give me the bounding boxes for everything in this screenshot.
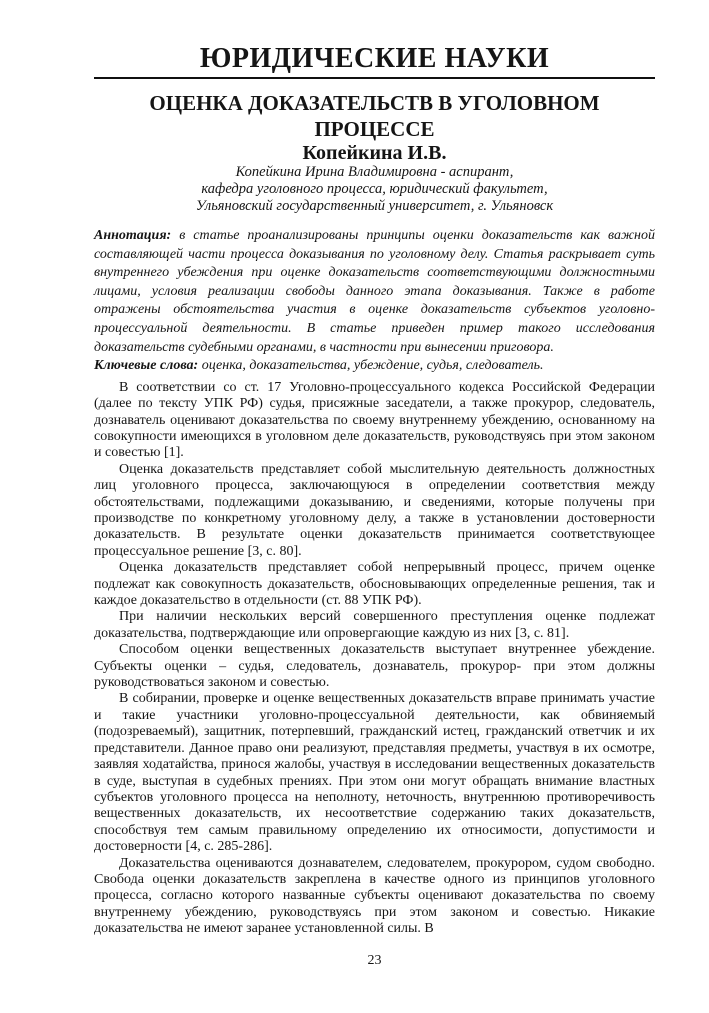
body-paragraph: Оценка доказательств представляет собой мыслительную деятельность должностных лиц уголовного процесса, заключающуюся в определении соответствия между обстоятельствами, подлежащими доказыванию, и сведениями, которые получены при производстве по конкретному уголовному делу, а также в установлении достоверности доказательств. В результате оценки доказательств принимается соответствующее процессуальное решение [3, с. 80]. [94,461,655,559]
header-divider [94,77,655,79]
body-paragraph: Способом оценки вещественных доказательств выступает внутреннее убеждение. Субъекты оценки – судья, следователь, дознаватель, прокурор- при этом должны руководствоваться законом и совестью. [94,642,655,691]
text-column [94,0,655,938]
keywords-label: Ключевые слова: [94,358,199,374]
author-name: Копейкина И.В. [302,142,447,164]
body-paragraph: В собирании, проверке и оценке вещественных доказательств вправе принимать участие и такие участники уголовно-процессуальной деятельности, как обвиняемый (подозреваемый), защитник, потерпевший, гражданский истец, гражданский ответчик и их представители. Данное право они реализуют, представляя предметы, участвуя в их осмотре, заявляя ходатайства, принося жалобы, участвуя в исследовании вещественных доказательств в суде, выступая в судебных прениях. При этом они могут обращать внимание властных субъектов уголовного процесса на неполноту, неточность, внутреннюю противоречивость вещественных доказательств, их несоответствие содержанию таких доказательств, способствуя тем самым правильному определению их относимости, допустимости и достоверности [4, с. 285-286]. [94,691,655,855]
section-header: ЮРИДИЧЕСКИЕ НАУКИ [199,43,550,74]
abstract-paragraph [94,227,655,376]
abstract-text: в статье проанализированы принципы оценки доказательств как важной составляющей части процесса доказывания по уголовному делу. Статья раскрывает суть внутреннего убеждения при оценке доказательств соответствующими должностными лицами, условия реализации свободы данного этапа доказывания. Также в работе отражены обстоятельства участия в оценке доказательств субъектов уголовно-процессуальной деятельности. В статье приведен пример такого исследования доказательств судебными органами, в частности при вынесении приговора. [94,228,656,355]
abstract-label: Аннотация: [94,228,172,243]
keywords-text: оценка, доказательства, убеждение, судья, следователь. [201,358,544,374]
article-body [94,380,655,938]
affiliation-line: Копейкина Ирина Владимировна - аспирант, [235,164,514,180]
article-title: ОЦЕНКА ДОКАЗАТЕЛЬСТВ В УГОЛОВНОМ ПРОЦЕССЕ [149,91,600,141]
affiliation-block [94,164,655,215]
affiliation-line: Ульяновский государственный университет, г. Ульяновск [195,198,554,214]
body-paragraph: В соответствии со ст. 17 Уголовно-процессуального кодекса Российской Федерации (далее по тексту УПК РФ) судья, присяжные заседатели, а также прокурор, следователь, дознаватель оценивают доказательства по своему внутреннему убеждению, основанному на совокупности имеющихся в уголовном деле доказательств, руководствуясь при этом законом и совестью [1]. [94,379,655,461]
body-paragraph: При наличии нескольких версий совершенного преступления оценке подлежат доказательства, подтверждающие или опровергающие каждую из них [3, с. 81]. [94,609,655,641]
page-number: 23 [367,953,382,968]
affiliation-line: кафедра уголовного процесса, юридический факультет, [201,181,548,197]
body-paragraph: Оценка доказательств представляет собой непрерывный процесс, причем оценке подлежат как совокупность доказательств, обосновывающих определенные решения, так и каждое доказательство в отдельности (ст. 88 УПК РФ). [94,560,655,609]
body-paragraph: Доказательства оцениваются дознавателем, следователем, прокурором, судом свободно. Свобода оценки доказательств закреплена в качестве одного из принципов уголовного процесса, согласно которого названные субъекты оценивают доказательства по своему внутреннему убеждению, руководствуясь при этом законом и совестью. Никакие доказательства не имеют заранее установленной силы. В [94,855,655,937]
